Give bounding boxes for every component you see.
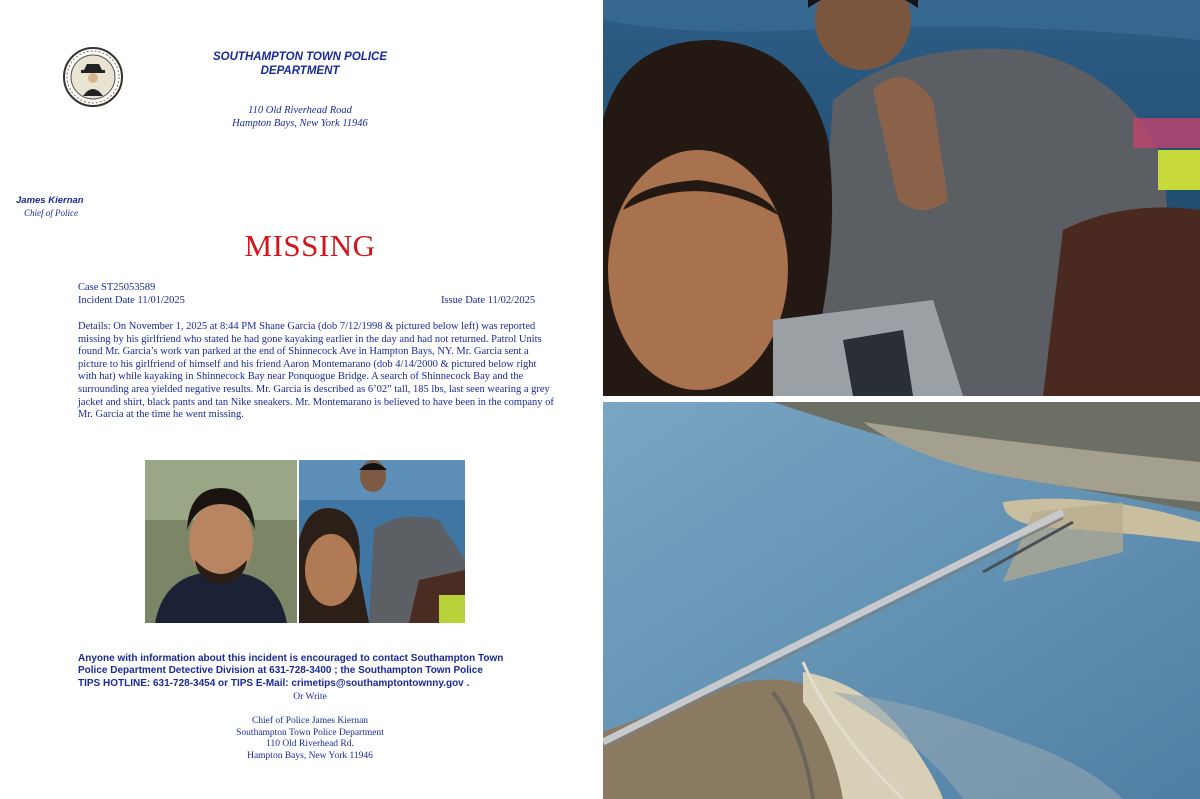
signature-line1: Chief of Police James Kiernan: [251, 716, 369, 726]
department-title: [190, 50, 410, 78]
kayak-selfie-photo: [603, 0, 1200, 396]
signature-line3: 110 Old Riverhead Rd.: [266, 739, 354, 749]
case-number: Case ST25053589: [78, 282, 156, 293]
department-address: [190, 104, 410, 130]
address-line2: Hampton Bays, New York 11946: [232, 118, 368, 129]
signature-block: [0, 716, 620, 762]
department-title-line1: SOUTHAMPTON TOWN POLICE: [213, 51, 387, 63]
address-line1: 110 Old Riverhead Road: [248, 105, 352, 116]
chief-title: Chief of Police: [24, 208, 78, 218]
ponquogue-bridge-aerial-photo: [603, 402, 1200, 799]
missing-heading: MISSING: [244, 228, 376, 263]
photo-garcia-and-montemarano: [299, 460, 465, 623]
signature-line2: Southampton Town Police Department: [236, 727, 384, 738]
issue-date: Issue Date 11/02/2025: [441, 295, 536, 306]
contact-line1: Anyone with information about this incident is encouraged to contact Southampton Town: [78, 653, 504, 664]
incident-date: Incident Date 11/01/2025: [78, 295, 185, 306]
contact-line3: TIPS HOTLINE: 631-728-3454 or TIPS E-Mail: crimetips@southamptontownny.gov .: [78, 677, 470, 689]
contact-information: [78, 653, 558, 690]
photo-shane-garcia: [145, 460, 297, 623]
department-title-line2: DEPARTMENT: [260, 65, 340, 77]
details-paragraph: Details: On November 1, 2025 at 8:44 PM Shane Garcia (dob 7/12/1998 & pictured below left) was reported missing by his girlfriend who stated he had gone kayaking earlier in the day and had not returned. Patrol Units found Mr. Garcia’s work van parked at the end of Shinnecock Ave in Hampton Bays, NY. Mr. Garcia sent a picture to his girlfriend of himself and his friend Aaron Montemarano (dob 4/14/2000 & pictured below right with hat) while kayaking in Shinnecock Bay near Ponquogue Bridge. A search of Shinnecock Bay and the surrounding area yielded negative results. Mr. Garcia is described as 6’02” tall, 185 lbs, last seen wearing a grey jacket and shirt, black pants and tan Nike sneakers. Mr. Montemarano is believed to have been in the company of Mr. Garcia at the time he went missing.: [78, 321, 554, 421]
police-seal-icon: [62, 46, 124, 108]
signature-line4: Hampton Bays, New York 11946: [247, 750, 373, 761]
contact-line2: Police Department Detective Division at 631-728-3400 ; the Southampton Town Police: [78, 665, 483, 677]
chief-name: James Kiernan: [16, 195, 84, 206]
or-write-text: Or Write: [293, 692, 327, 702]
